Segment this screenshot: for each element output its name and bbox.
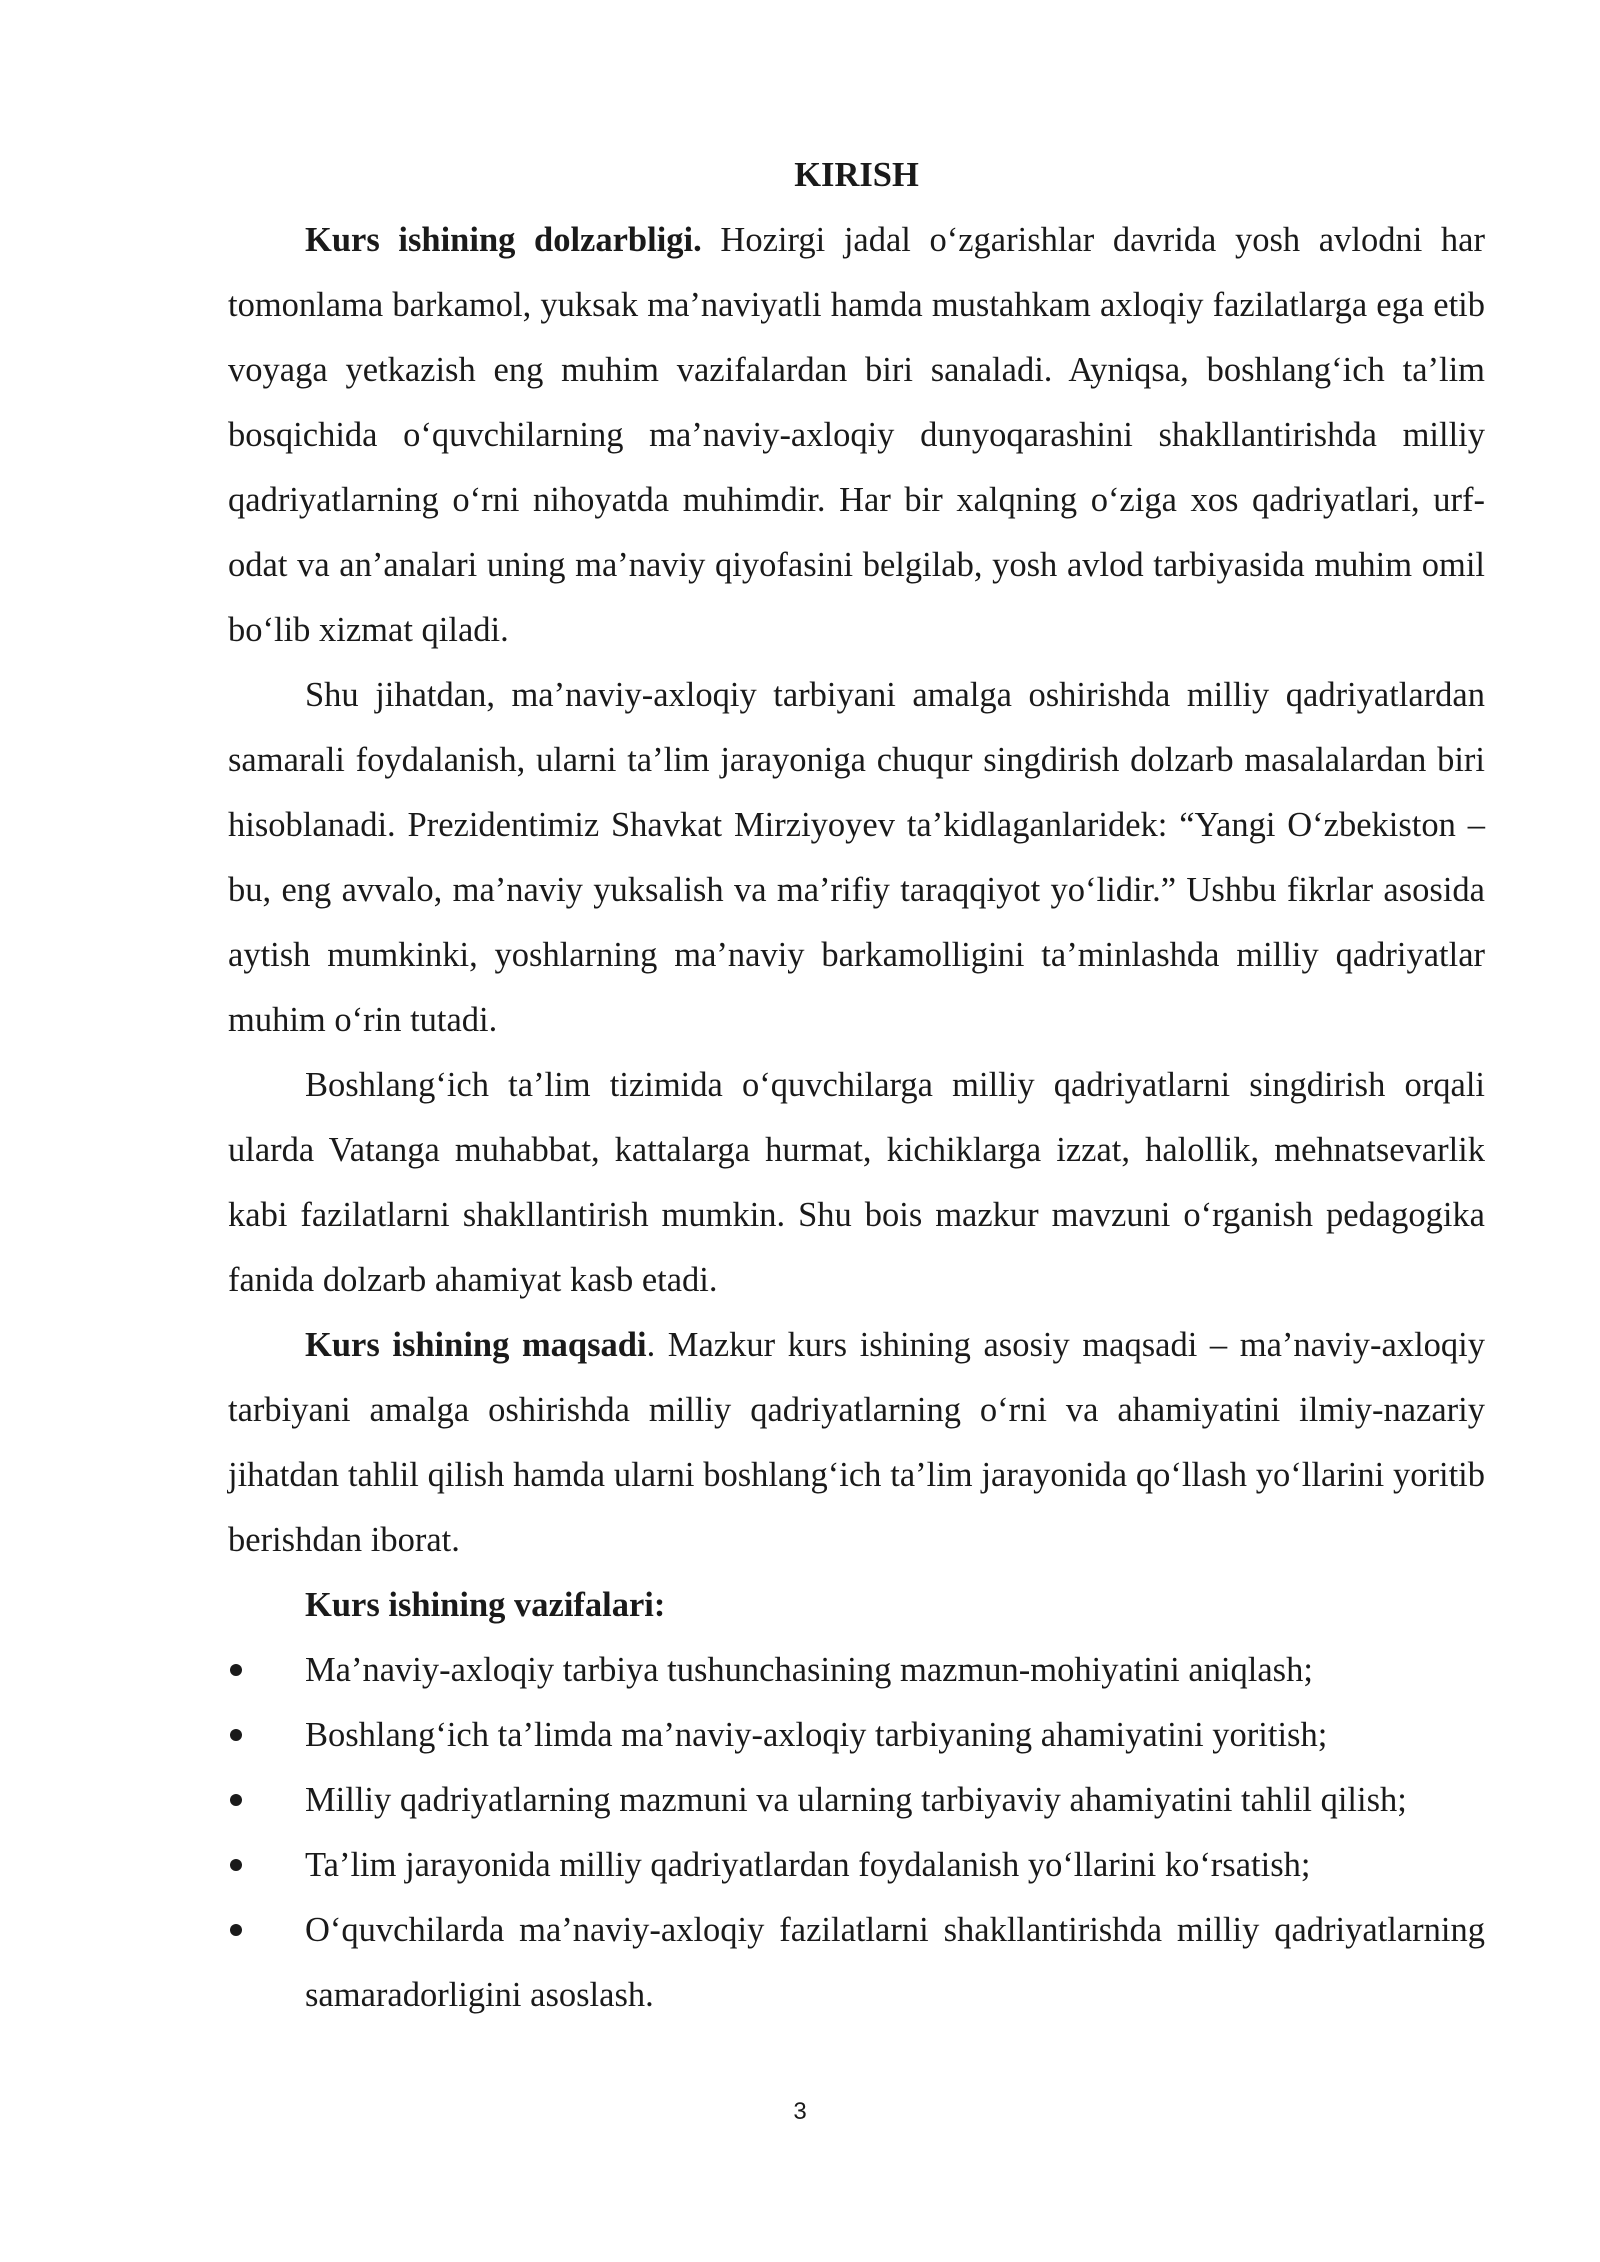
task-item [228,1898,1485,2028]
task-item [228,1833,1485,1898]
task-text: O‘quvchilarda ma’naviy-axloqiy fazilatlarni shakllantirishda milliy qadriyatlarning samaradorligini asoslash. [305,1911,1485,2014]
task-item [228,1768,1485,1833]
paragraph-context [228,663,1485,1053]
paragraph-text: Hozirgi jadal o‘zgarishlar davrida yosh avlodni har tomonlama barkamol, yuksak ma’naviyatli hamda mustahkam axloqiy fazilatlarga ega etib voyaga yetkazish eng muhim vazifalardan biri sanaladi. Ayniqsa, boshlang‘ich ta’lim bosqichida o‘quvchilarning ma’naviy-axloqiy dunyoqarashini shakllantirishda milliy qadriyatlarning o‘rni nihoyatda muhimdir. Har bir xalqning o‘ziga xos qadriyatlari, urf-odat va an’analari uning ma’naviy qiyofasini belgilab, yosh avlod tarbiyasida muhim omil bo‘lib xizmat qiladi. [228,221,1485,649]
task-text: Ma’naviy-axloqiy tarbiya tushunchasining mazmun-mohiyatini aniqlash; [305,1651,1313,1689]
page-content [228,143,1485,2028]
paragraph-lead: Kurs ishining dolzarbligi. [305,221,702,259]
tasks-title: Kurs ishining vazifalari: [305,1586,666,1624]
paragraph-goal [228,1313,1485,1573]
paragraph-text: Boshlang‘ich ta’lim tizimida o‘quvchilarga milliy qadriyatlarni singdirish orqali ularda Vatanga muhabbat, kattalarga hurmat, kichiklarga izzat, halollik, mehnatsevarlik kabi fazilatlarni shakllantirish mumkin. Shu bois mazkur mavzuni o‘rganish pedagogika fanida dolzarb ahamiyat kasb etadi. [228,1066,1485,1299]
task-text: Ta’lim jarayonida milliy qadriyatlardan foydalanish yo‘llarini ko‘rsatish; [305,1846,1311,1884]
tasks-list [228,1638,1485,2028]
task-text: Boshlang‘ich ta’limda ma’naviy-axloqiy tarbiyaning ahamiyatini yoritish; [305,1716,1328,1754]
page-number: 3 [793,2098,807,2125]
paragraph-text: Shu jihatdan, ma’naviy-axloqiy tarbiyani amalga oshirishda milliy qadriyatlardan samarali foydalanish, ularni ta’lim jarayoniga chuqur singdirish dolzarb masalalardan biri hisoblanadi. Prezidentimiz Shavkat Mirziyoyev ta’kidlaganlaridek: “Yangi O‘zbekiston – bu, eng avvalo, ma’naviy yuksalish va ma’rifiy taraqqiyot yo‘lidir.” Ushbu fikrlar asosida aytish mumkinki, yoshlarning ma’naviy barkamolligini ta’minlashda milliy qadriyatlar muhim o‘rin tutadi. [228,676,1485,1039]
paragraph-values [228,1053,1485,1313]
paragraph-lead: Kurs ishining maqsadi [305,1326,647,1364]
paragraph-relevance [228,208,1485,663]
paragraph-text: . Mazkur kurs ishining asosiy maqsadi – ma’naviy-axloqiy tarbiyani amalga oshirishda milliy qadriyatlarning o‘rni va ahamiyatini ilmiy-nazariy jihatdan tahlil qilish hamda ularni boshlang‘ich ta’lim jarayonida qo‘llash yo‘llarini yoritib berishdan iborat. [228,1326,1485,1559]
task-item [228,1703,1485,1768]
task-item [228,1638,1485,1703]
task-text: Milliy qadriyatlarning mazmuni va ularning tarbiyaviy ahamiyatini tahlil qilish; [305,1781,1407,1819]
section-heading: KIRISH [794,156,919,194]
